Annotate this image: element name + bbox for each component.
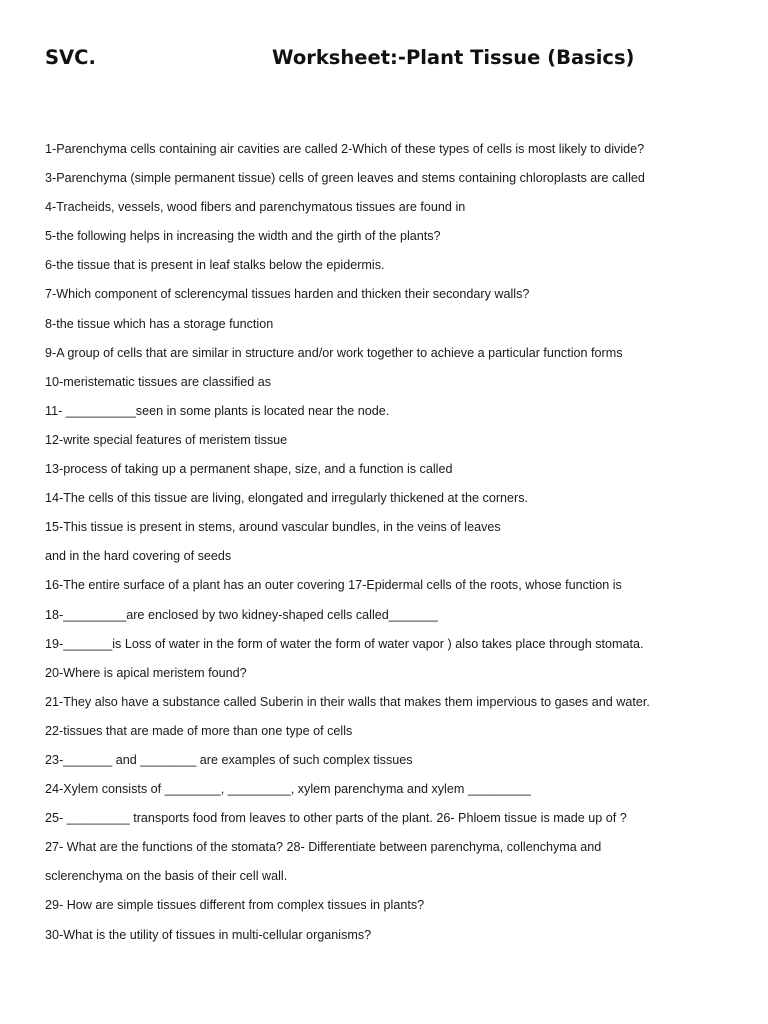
question-line: 18-_________are enclosed by two kidney-shaped cells called_______ — [45, 607, 438, 622]
question-line: 23-_______ and ________ are examples of such complex tissues — [45, 752, 413, 767]
question-line: 6-the tissue that is present in leaf stalks below the epidermis. — [45, 258, 385, 273]
question-line: 29- How are simple tissues different from complex tissues in plants? — [45, 898, 425, 913]
question-line: and in the hard covering of seeds — [45, 549, 232, 564]
question-line: 9-A group of cells that are similar in structure and/or work together to achieve a particular function forms — [45, 345, 623, 360]
question-line: 7-Which component of sclerencymal tissues harden and thicken their secondary walls? — [45, 287, 530, 302]
question-line: 3-Parenchyma (simple permanent tissue) cells of green leaves and stems containing chloroplasts are called — [45, 171, 645, 186]
question-line: 13-process of taking up a permanent shape, size, and a function is called — [45, 462, 453, 477]
question-list — [45, 139, 745, 954]
question-line: sclerenchyma on the basis of their cell wall. — [45, 869, 288, 884]
question-line: 1-Parenchyma cells containing air cavities are called 2-Which of these types of cells is most likely to divide? — [45, 142, 645, 156]
question-line: 30-What is the utility of tissues in multi-cellular organisms? — [45, 927, 372, 942]
worksheet-header — [45, 46, 725, 72]
question-line: 8-the tissue which has a storage function — [45, 316, 274, 331]
question-line: 14-The cells of this tissue are living, elongated and irregularly thickened at the corners. — [45, 491, 529, 506]
question-line: 16-The entire surface of a plant has an outer covering 17-Epidermal cells of the roots, whose function is — [45, 578, 622, 593]
question-line: 10-meristematic tissues are classified as — [45, 374, 272, 389]
school-name: SVC. — [45, 46, 96, 69]
question-line: 21-They also have a substance called Suberin in their walls that makes them impervious to gases and water. — [45, 694, 650, 709]
question-line: 15-This tissue is present in stems, around vascular bundles, in the veins of leaves — [45, 520, 501, 535]
question-line: 27- What are the functions of the stomata? 28- Differentiate between parenchyma, collenchyma and — [45, 840, 602, 855]
question-line: 25- _________ transports food from leaves to other parts of the plant. 26- Phloem tissue is made up of ? — [45, 811, 627, 826]
question-line: 22-tissues that are made of more than one type of cells — [45, 723, 353, 738]
worksheet-title: Worksheet:-Plant Tissue (Basics) — [272, 46, 635, 69]
question-line: 4-Tracheids, vessels, wood fibers and parenchymatous tissues are found in — [45, 200, 466, 215]
question-line: 12-write special features of meristem tissue — [45, 432, 288, 447]
question-line: 19-_______is Loss of water in the form of water the form of water vapor ) also takes place through stomata. — [45, 636, 644, 651]
question-line: 24-Xylem consists of ________, _________, xylem parenchyma and xylem _________ — [45, 782, 531, 797]
question-line: 11- __________seen in some plants is located near the node. — [45, 403, 390, 418]
question-line: 5-the following helps in increasing the width and the girth of the plants? — [45, 229, 441, 244]
question-line: 20-Where is apical meristem found? — [45, 665, 247, 680]
